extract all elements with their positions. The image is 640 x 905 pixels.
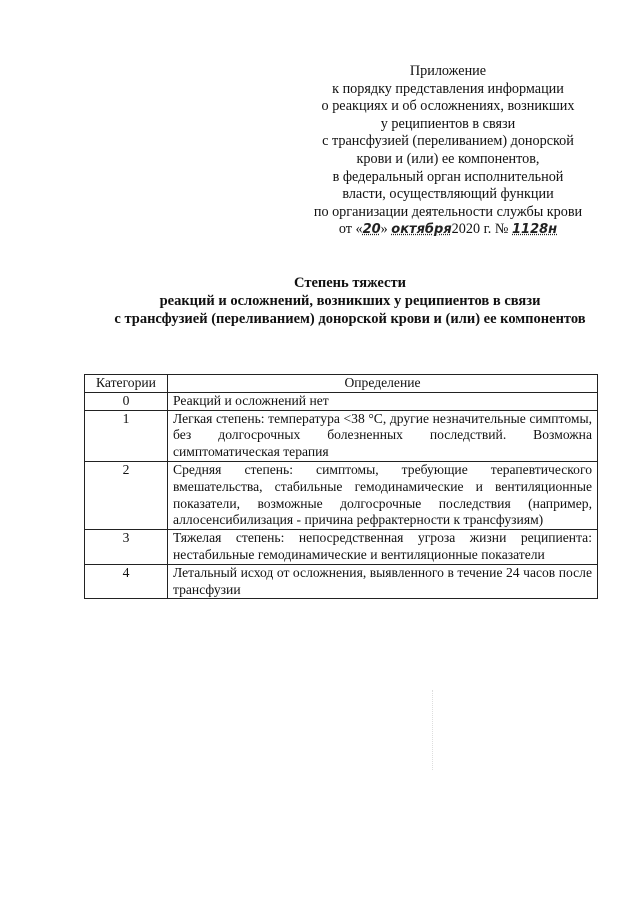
date-day: 20 (362, 222, 381, 238)
category-cell: 2 (85, 461, 168, 529)
table-row (85, 564, 598, 599)
title-line-3: с трансфузией (переливанием) донорской крови и (или) ее компонентов (114, 311, 586, 327)
definition-cell: Средняя степень: симптомы, требующие терапевтического вмешательства, стабильные гемодинамические и вентиляционные показатели, возможные долгосрочные последствия (например, аллосенсибилизация - причина рефрактерности к трансфузиям) (168, 461, 598, 529)
date-mid: » (380, 221, 388, 238)
appendix-line: к порядку представления информации (332, 80, 564, 97)
appendix-line: крови и (или) ее компонентов, (356, 150, 540, 167)
appendix-line: по организации деятельности службы крови (313, 203, 583, 220)
date-year: 2020 г. № (451, 221, 509, 238)
appendix-line: власти, осуществляющий функции (342, 186, 554, 203)
date-prefix: от « (338, 221, 363, 238)
appendix-line: о реакциях и об осложнениях, возникших (321, 98, 575, 115)
category-cell: 1 (85, 410, 168, 461)
definition-cell: Легкая степень: температура <38 °C, другие незначительные симптомы, без долгосрочных болезненных последствий. Возможна симптоматическая терапия (168, 410, 598, 461)
appendix-line: Приложение (409, 63, 487, 79)
definition-cell: Тяжелая степень: непосредственная угроза жизни реципиента: нестабильные гемодинамические и вентиляционные показатели (168, 530, 598, 565)
table-row (85, 461, 598, 529)
appendix-date-line (300, 221, 596, 239)
category-cell: 4 (85, 564, 168, 599)
document-number: 1128н (512, 222, 558, 238)
table-row (85, 530, 598, 565)
header-definition: Определение (168, 375, 598, 393)
table-row (85, 392, 598, 410)
appendix-line: у реципиентов в связи (380, 115, 516, 132)
category-cell: 0 (85, 392, 168, 410)
severity-table (84, 374, 598, 599)
category-cell: 3 (85, 530, 168, 565)
title-line-1: Степень тяжести (294, 275, 406, 291)
appendix-line: с трансфузией (переливанием) донорской (322, 133, 574, 150)
table-header-row (85, 375, 598, 393)
definition-cell: Реакций и осложнений нет (168, 392, 598, 410)
page-title (60, 274, 640, 328)
appendix-line: в федеральный орган исполнительной (332, 168, 564, 185)
definition-cell: Летальный исход от осложнения, выявленного в течение 24 часов после трансфузии (168, 564, 598, 599)
table-row (85, 410, 598, 461)
appendix-header (300, 63, 596, 239)
header-category: Категории (85, 375, 168, 393)
title-line-2: реакций и осложнений, возникших у реципиентов в связи (159, 293, 541, 309)
date-month: октября (391, 222, 452, 238)
scan-artifact (432, 690, 434, 770)
